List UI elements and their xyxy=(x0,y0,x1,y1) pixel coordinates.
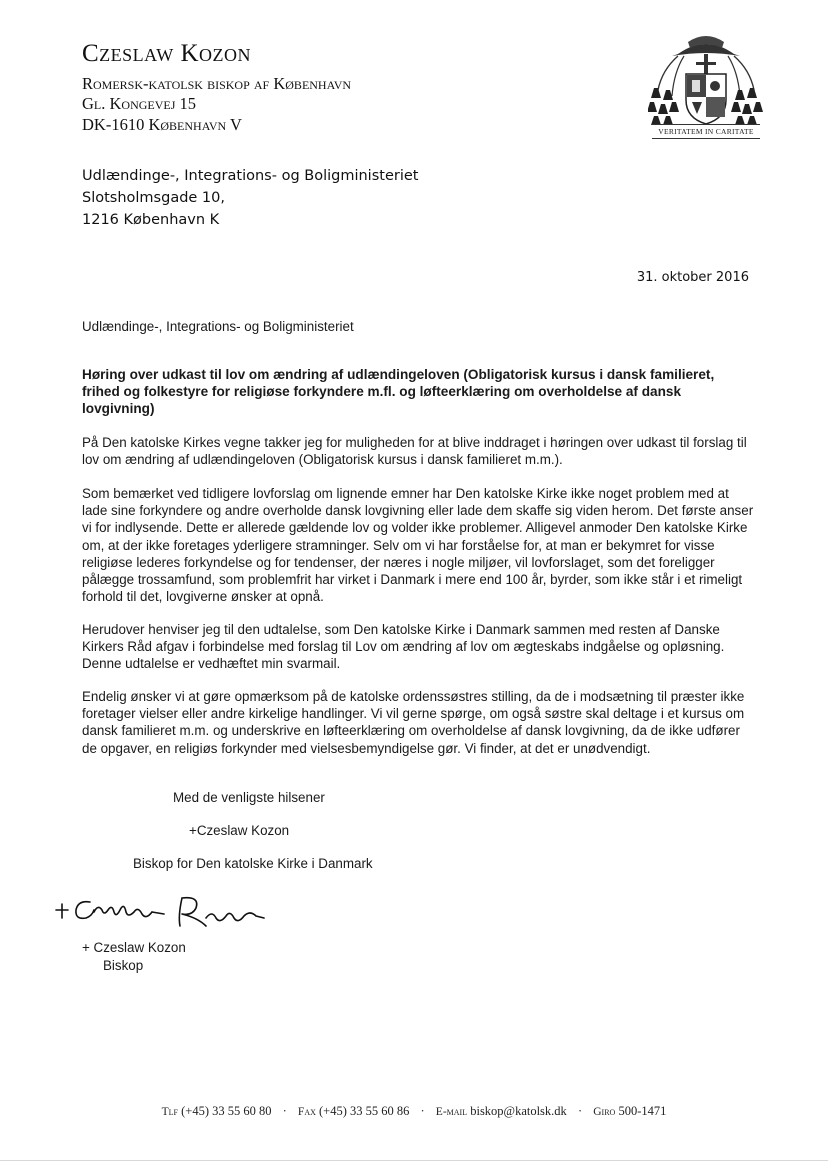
page-bottom-rule xyxy=(0,1160,828,1161)
subject-heading: Høring over udkast til lov om ændring af udlændingeloven (Obligatorisk kursus i dansk familieret, frihed og folkestyre for religiøse forkyndere m.fl. og løfteerklæring om overholdelse af dansk lovgivning) xyxy=(82,367,715,417)
paragraph-1: På Den katolske Kirkes vegne takker jeg for muligheden for at blive inddraget i høringen over udkast til forslag til lov om ændring af udlændingeloven (Obligatorisk kursus i dansk familieret m.m.). xyxy=(82,435,747,468)
footer-tlf: (+45) 33 55 60 80 xyxy=(181,1104,272,1118)
handwritten-signature xyxy=(50,886,270,934)
footer-separator: · xyxy=(282,1104,287,1118)
paragraph-2: Som bemærket ved tidligere lovforslag om lignende emner har Den katolske Kirke ikke noget problem med at lade sine forkyndere og andre overholde dansk lovgivning eller lade dem skaffe sig viden herom. Det første anser vi for indlysende. Dette er allerede gældende lov og volder ikke problemer. Alligevel anmoder Den katolske Kirke om, at der ikke foretages yderligere stramninger. Selv om vi har forståelse for, at man er bekymret for visse religiøse lederes forkyndelse og for tendenser, der næres i nogle miljøer, vil lovforslaget, som det foreligger pålægge trossamfund, som problemfrit har virket i Danmark i mere end 100 år, byrder, som ikke står i et rimeligt forhold til det, lovgiverne ønsker at opnå. xyxy=(82,486,754,605)
footer-giro: 500-1471 xyxy=(618,1104,667,1118)
recipient-line-1: Udlændinge-, Integrations- og Boligministeriet xyxy=(82,168,419,184)
footer-fax: (+45) 33 55 60 86 xyxy=(319,1104,410,1118)
paragraph-3: Herudover henviser jeg til den udtalelse, som Den katolske Kirke i Danmark sammen med resten af Danske Kirkers Råd afgav i forbindelse med forslag til Lov om ændring af lov om ægteskabs indgåelse og opløsning. Denne udtalelse er vedhæftet min svarmail. xyxy=(82,622,725,672)
letter-footer xyxy=(0,1104,828,1119)
recipient-line-2: Slotsholmsgade 10, xyxy=(82,190,225,206)
footer-email: biskop@katolsk.dk xyxy=(470,1104,567,1118)
footer-separator: · xyxy=(577,1104,583,1118)
signature-name: + Czeslaw Kozon xyxy=(82,940,186,955)
footer-separator: · xyxy=(420,1104,425,1118)
addressee: Udlændinge-, Integrations- og Boligministeriet xyxy=(82,319,354,334)
letterhead-city: DK-1610 København V xyxy=(82,115,242,134)
footer-giro-label: Giro xyxy=(593,1106,616,1118)
closing-greeting: Med de venligste hilsener xyxy=(173,790,325,805)
letterhead-street: Gl. Kongevej 15 xyxy=(82,94,197,113)
motto-banner: VERITATEM IN CARITATE xyxy=(652,124,760,139)
closing-name: +Czeslaw Kozon xyxy=(189,823,290,838)
letter-date: 31. oktober 2016 xyxy=(636,270,749,285)
footer-fax-label: Fax xyxy=(297,1106,316,1118)
signature-title: Biskop xyxy=(103,958,144,973)
footer-email-label: E-mail xyxy=(435,1106,468,1118)
letterhead-title: Romersk-katolsk biskop af København xyxy=(82,74,352,93)
footer-tlf-label: Tlf xyxy=(161,1106,178,1118)
paragraph-4: Endelig ønsker vi at gøre opmærksom på de katolske ordenssøstres stilling, da de i modsætning til præster ikke foretager vielser eller andre kirkelige handlinger. Vi vil gerne spørge, om også søstre skal deltage i et kursus om dansk familieret m.m. og underskrive en løfteerklæring om overholdelse af dansk lovgivning, da de ikke udfører de opgaver, en religiøs forkynder med vielsesbemyndigelse gør. Vi finder, at det er unødvendigt. xyxy=(82,689,745,756)
letterhead-name: Czeslaw Kozon xyxy=(82,40,252,67)
recipient-line-3: 1216 København K xyxy=(82,212,220,228)
closing-title: Biskop for Den katolske Kirke i Danmark xyxy=(133,856,373,871)
